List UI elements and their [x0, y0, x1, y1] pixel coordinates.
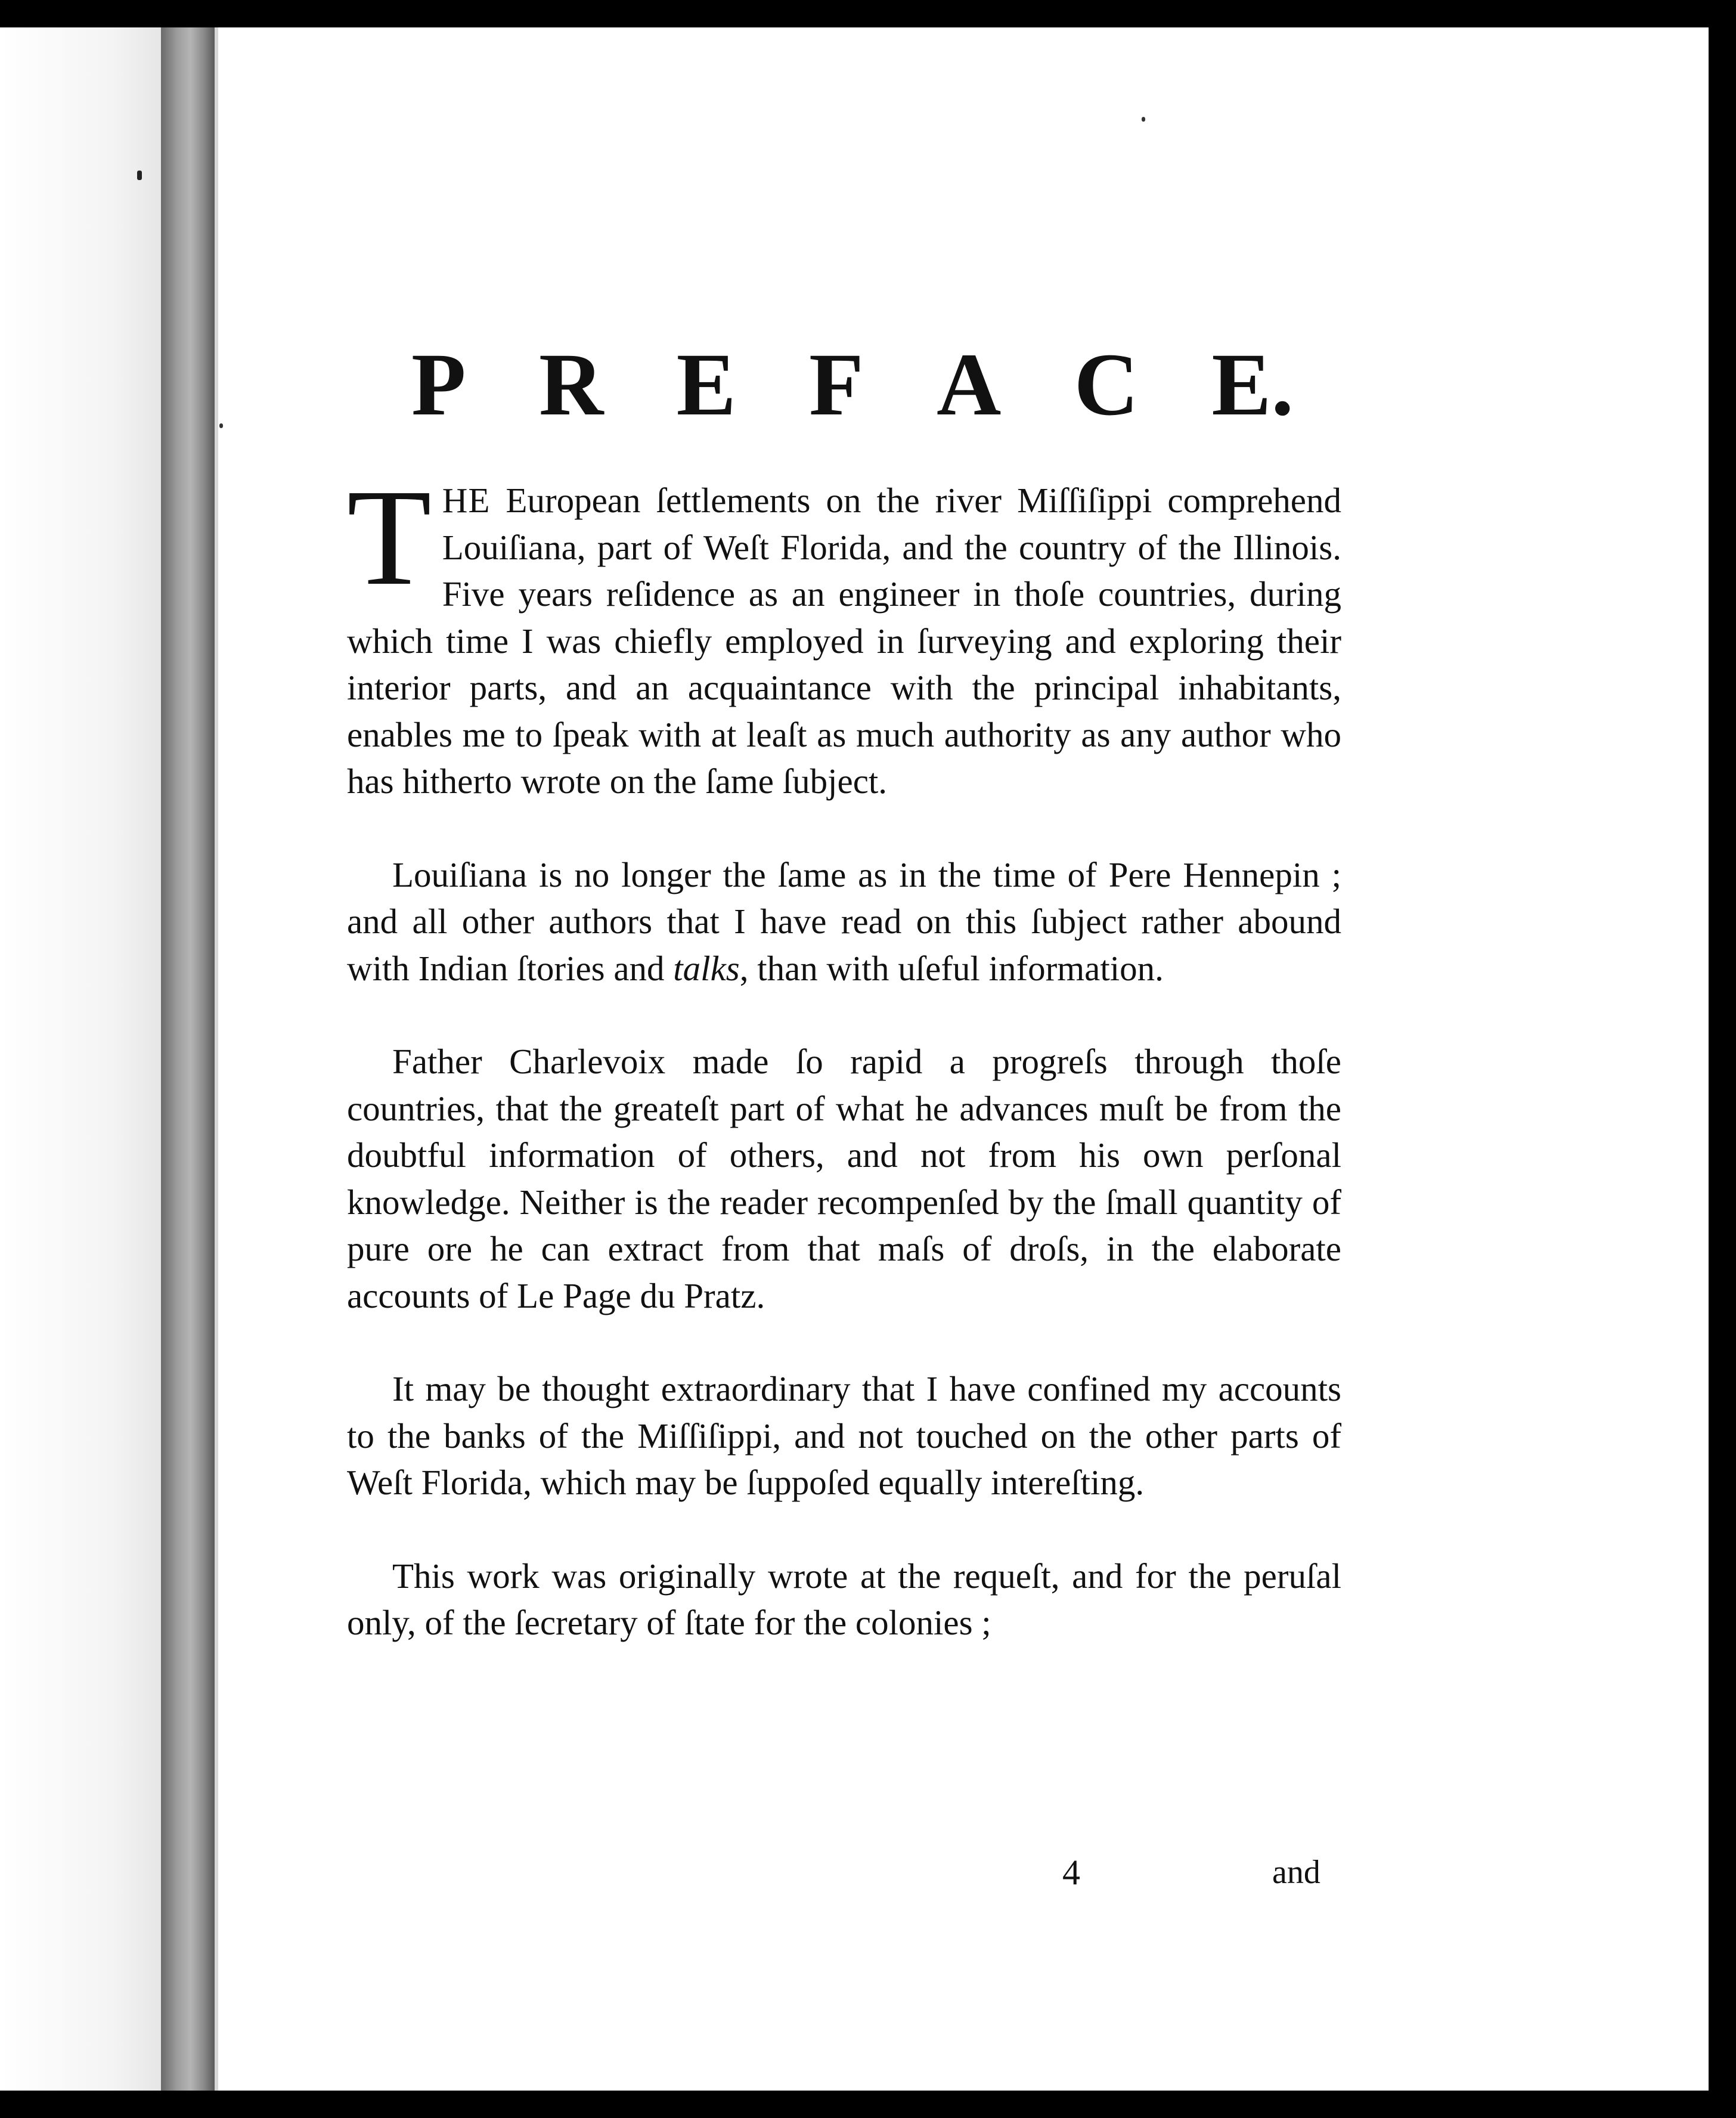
first-word-rest: HE: [442, 481, 491, 520]
paragraph-2: [347, 851, 1341, 992]
preface-body: [347, 461, 1341, 1646]
title-letter: E.: [1211, 335, 1294, 434]
paragraph-2-text-b: , than with uſeful information.: [739, 948, 1164, 988]
title-letter: A: [937, 335, 1002, 434]
paragraph-1-text: European ſettlements on the river Miſſiſippi comprehend Louiſiana, part of Weſt Florida, and the country of the Illinois. Five years reſidence as an engineer in thoſe countries, during which time I was chiefly employed in ſurveying and exploring their interior parts, and an acquaintance with the principal inhabitants, enables me to ſpeak with at leaſt as much authority as any author who has hitherto wrote on the ſame ſubject.: [347, 481, 1341, 801]
scan-speck: [137, 171, 142, 180]
paragraph-3: Father Charlevoix made ſo rapid a progreſs through thoſe countries, that the greateſt part of what he advances muſt be from the doubtful information of others, and not from his own perſonal knowledge. Neither is the reader recompenſed by the ſmall quantity of pure ore he can extract from that maſs of droſs, in the elaborate accounts of Le Page du Pratz.: [347, 1042, 1341, 1315]
drop-cap: T: [347, 461, 432, 614]
italic-word: talks: [673, 948, 740, 988]
title-letter: C: [1074, 335, 1139, 434]
scan-speck: [219, 423, 223, 428]
scan-border-right: [1709, 0, 1736, 2118]
page-edge-line: [215, 27, 218, 2091]
scan-border-bottom: [0, 2091, 1736, 2118]
title-letter: P: [411, 335, 466, 434]
book-gutter-shadow: [161, 27, 215, 2091]
page-title: [411, 335, 1294, 434]
paragraph-5: This work was originally wrote at the requeſt, and for the peruſal only, of the ſecretary of ſtate for the colonies ;: [347, 1556, 1341, 1642]
page-number: 4: [1062, 1853, 1080, 1892]
catchword: and: [1272, 1854, 1320, 1891]
paragraph-4: It may be thought extraordinary that I have confined my accounts to the banks of the Miſſiſippi, and not touched on the other parts of Weſt Florida, which may be ſuppoſed equally intereſting.: [347, 1369, 1341, 1502]
paragraph-1: [347, 461, 1341, 805]
title-letter: F: [809, 335, 864, 434]
facing-page-edge: [0, 27, 161, 2091]
scan-speck: [1142, 117, 1145, 122]
title-letter: E: [676, 335, 736, 434]
scan-border-top: [0, 0, 1736, 27]
paragraph-2-text-a: Louiſiana is no longer the ſame as in the time of Pere Hennepin ; and all other authors that I have read on this ſubject rather abound with Indian ſtories and: [347, 854, 1341, 988]
title-letter: R: [538, 335, 604, 434]
